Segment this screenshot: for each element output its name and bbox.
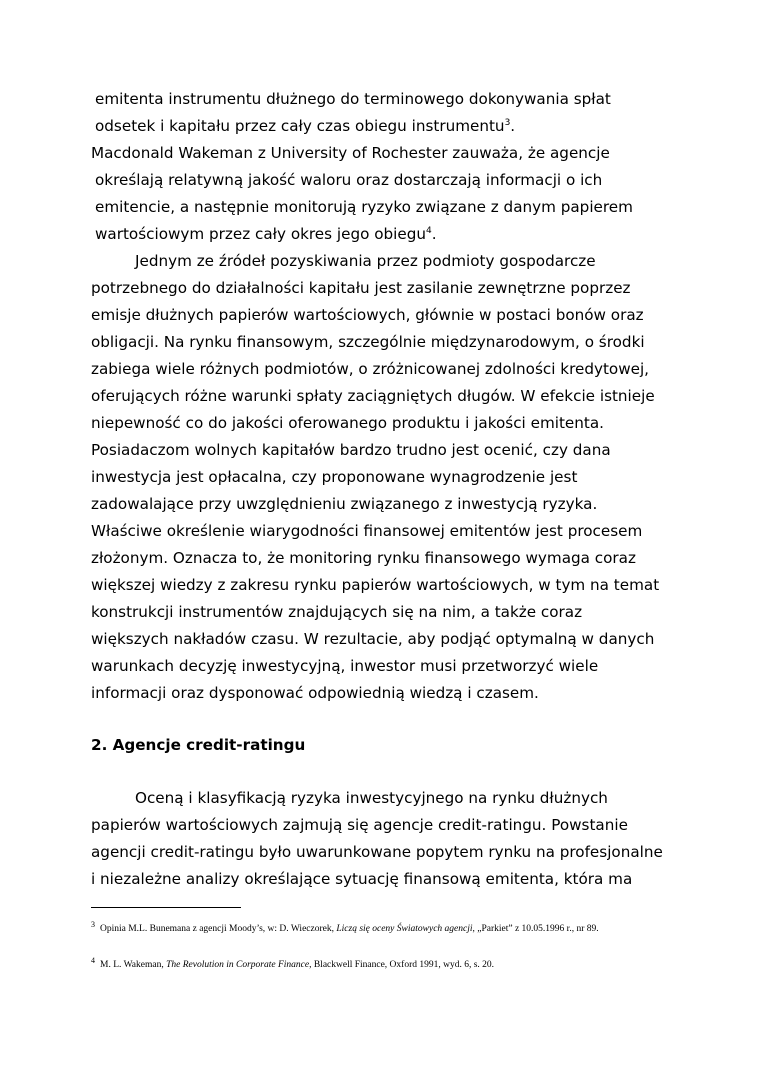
text-line: Jednym ze źródeł pozyskiwania przez podmioty gospodarcze: [135, 252, 596, 270]
text-line: Posiadaczom wolnych kapitałów bardzo trudno jest ocenić, czy dana: [91, 441, 611, 459]
footnote-ref-3: 3: [504, 118, 511, 128]
text-line: papierów wartościowych zajmują się agencje credit-ratingu. Powstanie: [91, 816, 628, 834]
footnote-ref-4: 4: [425, 226, 432, 236]
text-line: i niezależne analizy określające sytuację finansową emitenta, która ma: [91, 870, 633, 888]
text-line: emisje dłużnych papierów wartościowych, głównie w postaci bonów oraz: [91, 306, 644, 324]
text-line: konstrukcji instrumentów znajdujących się na nim, a także coraz: [91, 603, 583, 621]
text-line: agencji credit-ratingu było uwarunkowane popytem rynku na profesjonalne: [91, 843, 663, 861]
text-line: większej wiedzy z zakresu rynku papierów wartościowych, w tym na temat: [91, 576, 660, 594]
text-line: inwestycja jest opłacalna, czy proponowane wynagrodzenie jest: [91, 468, 578, 486]
text-line: potrzebnego do działalności kapitału jest zasilanie zewnętrzne poprzez: [91, 279, 631, 297]
footnote-number: 3: [91, 920, 95, 929]
footnote-number: 4: [91, 956, 95, 965]
text-line: odsetek i kapitału przez cały czas obiegu instrumentu$^3$.: [95, 117, 516, 135]
text-line: obligacji. Na rynku finansowym, szczególnie międzynarodowym, o środki: [91, 333, 645, 351]
footnote-4: $^4$ M. L. Wakeman, The Revolution in Corporate Finance, Blackwell Finance, Oxford 1991, wyd. 6, s. 20.: [91, 956, 495, 970]
text-line: określają relatywną jakość waloru oraz dostarczają informacji o ich: [95, 171, 603, 189]
text-line: zabiega wiele różnych podmiotów, o zróżnicowanej zdolności kredytowej,: [91, 360, 650, 378]
text-line: Oceną i klasyfikacją ryzyka inwestycyjnego na rynku dłużnych: [135, 789, 608, 807]
text-line: złożonym. Oznacza to, że monitoring rynku finansowego wymaga coraz: [91, 549, 636, 567]
text-line: Właściwe określenie wiarygodności finansowej emitentów jest procesem: [91, 522, 643, 540]
text-line: Macdonald Wakeman z University of Rochester zauważa, że agencje: [91, 144, 610, 162]
text-line: informacji oraz dysponować odpowiednią wiedzą i czasem.: [91, 684, 539, 702]
footnote-separator: [91, 907, 241, 908]
text-line: niepewność co do jakości oferowanego produktu i jakości emitenta.: [91, 414, 604, 432]
text-line: większych nakładów czasu. W rezultacie, aby podjąć optymalną w danych: [91, 630, 655, 648]
text-line: oferujących różne warunki spłaty zaciągniętych długów. W efekcie istnieje: [91, 387, 655, 405]
footnote-3: $^3$ Opinia M.L. Bunemana z agencji Moody’s, w: D. Wieczorek, Liczą się oceny Światowych agencji, „Parkiet” z 10.05.1996 r., nr 89.: [91, 920, 599, 934]
section-heading: 2. Agencje credit-ratingu: [91, 736, 306, 754]
text-line: wartościowym przez cały okres jego obiegu$^4$.: [95, 225, 437, 243]
text-line: emitencie, a następnie monitorują ryzyko związane z danym papierem: [95, 198, 633, 216]
text-line: emitenta instrumentu dłużnego do terminowego dokonywania spłat: [95, 90, 611, 108]
text-line: zadowalające przy uwzględnieniu związanego z inwestycją ryzyka.: [91, 495, 598, 513]
text-line: warunkach decyzję inwestycyjną, inwestor musi przetworzyć wiele: [91, 657, 599, 675]
